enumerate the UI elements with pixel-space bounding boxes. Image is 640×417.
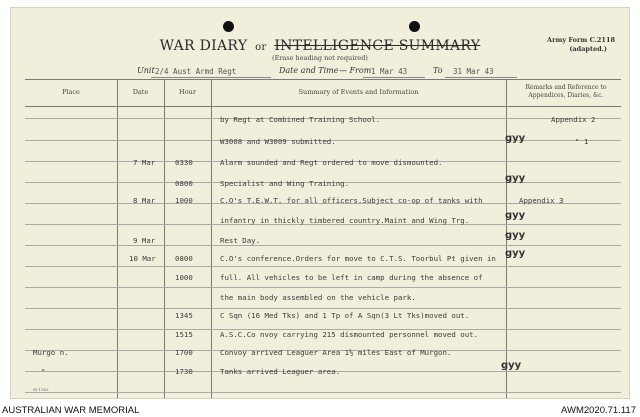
entry-summary: by Regt at Combined Training School. [220,115,381,124]
diary-title [11,38,629,54]
row-rule [25,308,621,309]
row-rule [25,266,621,267]
entry-hour: 0800 [175,179,193,188]
initials-mark: gyy [501,360,522,371]
row-rule [25,245,621,246]
date-time-label: Date and Time [279,66,339,75]
initials-mark: gyy [505,230,526,241]
title-or: or [255,42,267,53]
from-label-wrap: — From [339,66,372,75]
entry-hour: 1000 [175,196,193,205]
title-subtitle: (Erase heading not required) [272,54,368,62]
entry-remarks: Appendix 2 [551,115,596,124]
column-header-remarks: Remarks and Reference to Appendices, Diaries, &c. [525,84,607,99]
from-label: From [349,66,372,75]
entry-remarks: Appendix 3 [519,196,564,205]
table-top-rule [25,79,621,80]
unit-value: 2/4 Aust Armd Regt [155,67,237,76]
entry-summary: Tanks arrived Leaguer area. [220,367,341,376]
entry-summary: A.S.C.Co nvoy carrying 215 dismounted personnel moved out. [220,330,479,339]
entry-place: " [41,367,46,376]
table-header-rule [25,106,621,107]
entry-summary: Convoy arrived Leaguer Area 1½ miles East of Murgon. [220,348,452,357]
title-war-diary: WAR DIARY [159,38,248,54]
entry-date: 8 Mar [133,196,156,205]
entry-summary: infantry in thickly timbered country.Maint and Wing Trg. [220,216,470,225]
army-form-adapted: (adapted.) [569,45,607,53]
entry-summary: W3008 and W3009 submitted. [220,137,336,146]
entry-date: 7 Mar [133,158,156,167]
column-header-date: Date [132,88,149,96]
unit-label: Unit [137,66,155,75]
row-rule [25,392,621,393]
entry-date: 9 Mar [133,236,156,245]
entry-summary: the main body assembled on the vehicle park. [220,293,416,302]
entry-hour: 1000 [175,273,193,282]
entry-summary: C.O's conference.Orders for move to C.T.S. Toorbul Pt given in [220,254,496,263]
entry-hour: 1345 [175,311,193,320]
entry-date: 10 Mar [129,254,156,263]
entry-remarks: " 1 [575,137,589,146]
entry-hour: 0330 [175,158,193,167]
unit-underline [151,77,271,78]
army-form-label [547,36,615,54]
archive-reference: AWM2020.71.117 [561,405,636,416]
initials-mark: gyy [505,248,526,259]
from-value: 1 Mar 43 [371,67,408,76]
row-rule [25,287,621,288]
entry-summary: Specialist and Wing Training. [220,179,350,188]
initials-mark: gyy [505,210,526,221]
diary-sheet [10,7,630,399]
entry-summary: Alarm sounded and Regt ordered to move dismounted. [220,158,443,167]
form-number: M 1163 [33,387,49,392]
from-underline [363,77,425,78]
archive-caption: AUSTRALIAN WAR MEMORIAL [2,405,140,416]
entry-hour: 1515 [175,330,193,339]
initials-mark: gyy [505,133,526,144]
to-value: 31 Mar 43 [453,67,494,76]
entry-hour: 1700 [175,348,193,357]
column-header-place: Place [62,88,80,96]
initials-mark: gyy [505,173,526,184]
to-label: To [433,66,443,75]
entry-summary: full. All vehicles to be left in camp during the absence of [220,273,483,282]
army-form-number: Army Form C.2118 [547,36,615,44]
punch-hole-left [223,21,234,32]
title-intelligence-summary: INTELLIGENCE SUMMARY [274,38,481,54]
entry-summary: C.O's T.E.W.T. for all officers.Subject co-op of tanks with [220,196,483,205]
to-underline [445,77,517,78]
punch-hole-right [409,21,420,32]
column-header-hour: Hour [179,88,196,96]
column-header-summary: Summary of Events and Information [298,88,419,96]
entry-summary: Rest Day. [220,236,261,245]
entry-place: Murgo n. [33,348,69,357]
entry-hour: 1730 [175,367,193,376]
entry-summary: C Sqn (16 Med Tks) and 1 Tp of A Sqn(3 Lt Tks)moved out. [220,311,470,320]
entry-hour: 0800 [175,254,193,263]
